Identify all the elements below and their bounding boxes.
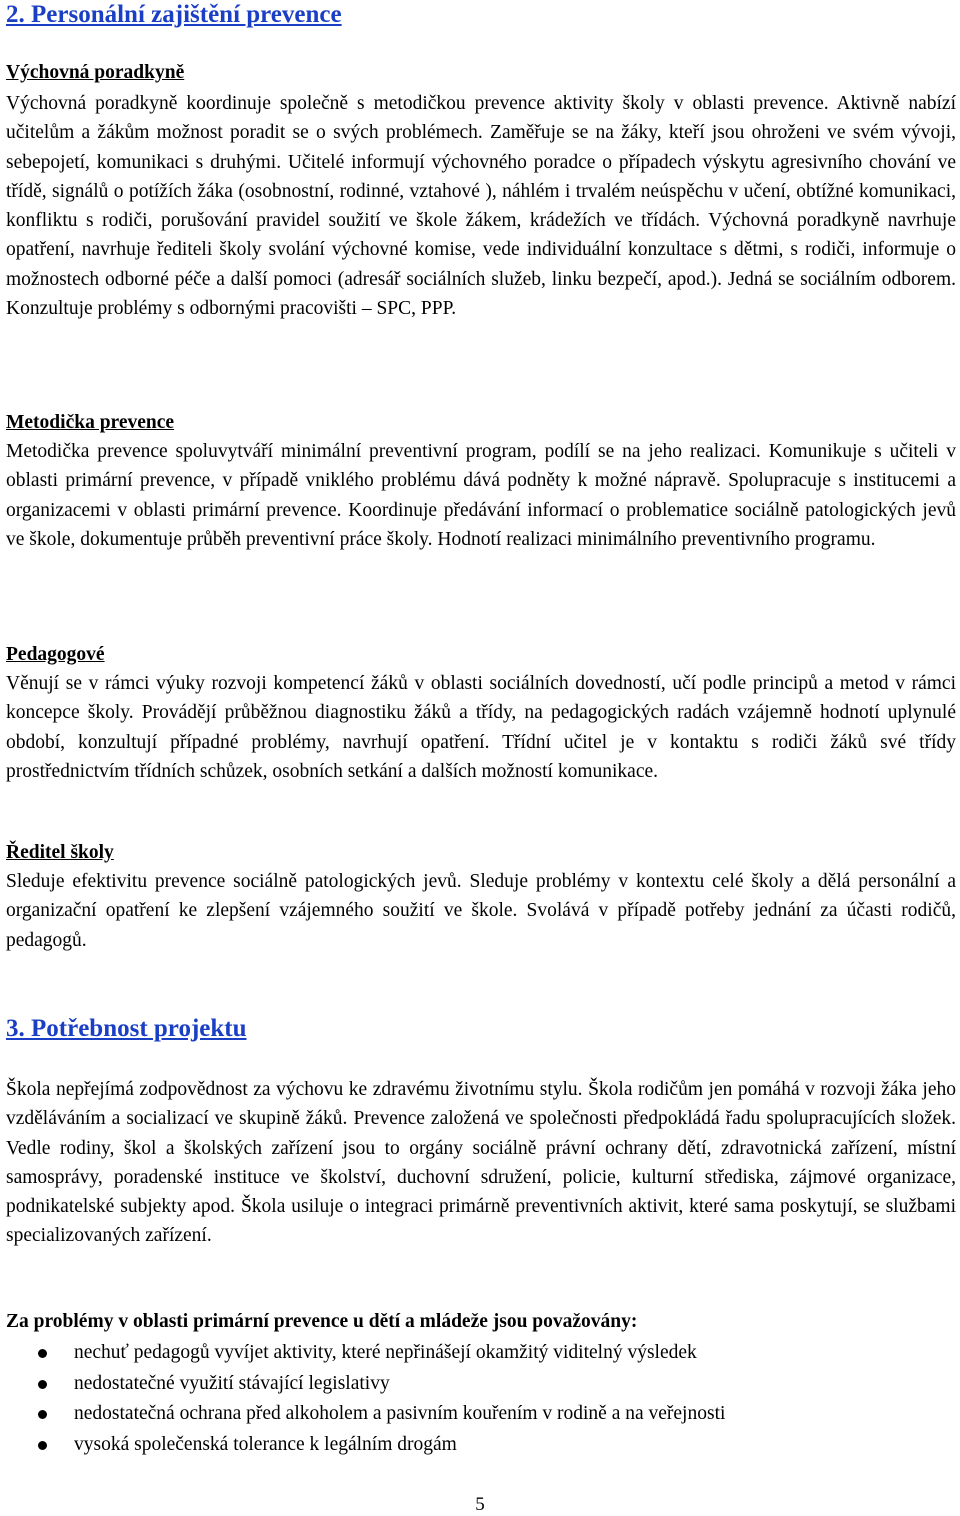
bullet-icon	[38, 1380, 47, 1389]
list-item: nechuť pedagogů vyvíjet aktivity, které nepřinášejí okamžitý viditelný výsledek	[0, 1338, 725, 1369]
bullet-icon	[38, 1441, 47, 1450]
list-item: nedostatečná ochrana před alkoholem a pasivním kouřením v rodině a na veřejnosti	[0, 1399, 725, 1430]
subheading-pedagogove: Pedagogové	[6, 644, 105, 665]
subheading-metodicka-prevence: Metodička prevence	[6, 412, 175, 433]
bullet-icon	[38, 1410, 47, 1419]
subheading-vychovna-poradkyne: Výchovná poradkyně	[6, 62, 185, 83]
problems-list	[0, 1338, 725, 1460]
paragraph-pedagogove: Věnují se v rámci výuky rozvoji kompetencí žáků v oblasti sociálních dovedností, učí podle principů a metod v rámci koncepce školy. Provádějí průběžnou diagnostiku žáků a třídy, na pedagogických radách vzájemně hodnotí uplynulé období, konzultují případné problémy, navrhují opatření. Třídní učitel je v kontaktu s rodiči žáků své třídy prostřednictvím třídních schůzek, osobních setkání a dalších možností komunikace.	[6, 673, 956, 782]
bullet-icon	[38, 1349, 47, 1358]
paragraph-reditel-skoly: Sleduje efektivitu prevence sociálně patologických jevů. Sleduje problémy v kontextu celé školy a dělá personální a organizační opatření ke zlepšení vzájemného soužití ve škole. Svolává v případě potřeby jednání za účasti rodičů, pedagogů.	[6, 871, 956, 951]
paragraph-metodicka-prevence: Metodička prevence spoluvytváří minimální preventivní program, podílí se na jeho realizaci. Komunikuje s učiteli v oblasti primární prevence, v případě vniklého problému dává podněty k možné nápravě. Spolupracuje s institucemi a organizacemi v oblasti primární prevence. Koordinuje předávání informací o problematice sociálně patologických jevů ve škole, dokumentuje průběh preventivní práce školy. Hodnotí realizaci minimálního preventivního programu.	[6, 441, 956, 550]
paragraph-potrebnost-projektu: Škola nepřejímá zodpovědnost za výchovu ke zdravému životnímu stylu. Škola rodičům jen pomáhá v rozvoji žáka jeho vzděláváním a socializací ve skupině žáků. Prevence založená ve společnosti předpokládá řadu spolupracujících složek. Vedle rodiny, škol a školských zařízení jsou to orgány sociálně právní ochrany dětí, zdravotnická zařízení, místní samosprávy, poradenské instituce ve školství, duchovní sdružení, policie, kulturní střediska, zájmové organizace, podnikatelské subjekty apod. Škola usiluje o integraci primárně preventivních aktivit, které sama poskytují, se službami specializovaných zařízení.	[6, 1079, 956, 1247]
subheading-reditel-skoly: Ředitel školy	[6, 842, 114, 863]
problems-title: Za problémy v oblasti primární prevence u dětí a mládeže jsou považovány:	[6, 1311, 638, 1332]
list-item: nedostatečné využití stávající legislativy	[0, 1369, 725, 1400]
page-number: 5	[475, 1494, 485, 1515]
section-heading-potrebnost-projektu: 3. Potřebnost projektu	[6, 1015, 247, 1042]
section-heading-personalni-zajisteni: 2. Personální zajištění prevence	[6, 1, 342, 28]
paragraph-vychovna-poradkyne: Výchovná poradkyně koordinuje společně s metodičkou prevence aktivity školy v oblasti prevence. Aktivně nabízí učitelům a žákům možnost poradit se o svých problémech. Zaměřuje se na žáky, kteří jsou ohroženi ve svém vývoji, sebepojetí, komunikaci s druhými. Učitelé informují výchovného poradce o případech výskytu agresivního chování ve třídě, signálů o potížích žáka (osobnostní, rodinné, vztahové ), náhlém i trvalém neúspěchu v učení, obtížné komunikaci, konfliktu s rodiči, porušování pravidel soužití ve škole žákem, krádežích ve třídách. Výchovná poradkyně navrhuje opatření, navrhuje řediteli školy svolání výchovné komise, vede individuální konzultace s dětmi, s rodiči, informuje o možnostech odborné péče a další pomoci (adresář sociálních služeb, linku bezpečí, apod.). Jedná se sociálním odborem. Konzultuje problémy s odbornými pracovišti – SPC, PPP.	[6, 93, 956, 320]
list-item: vysoká společenská tolerance k legálním drogám	[0, 1430, 725, 1461]
